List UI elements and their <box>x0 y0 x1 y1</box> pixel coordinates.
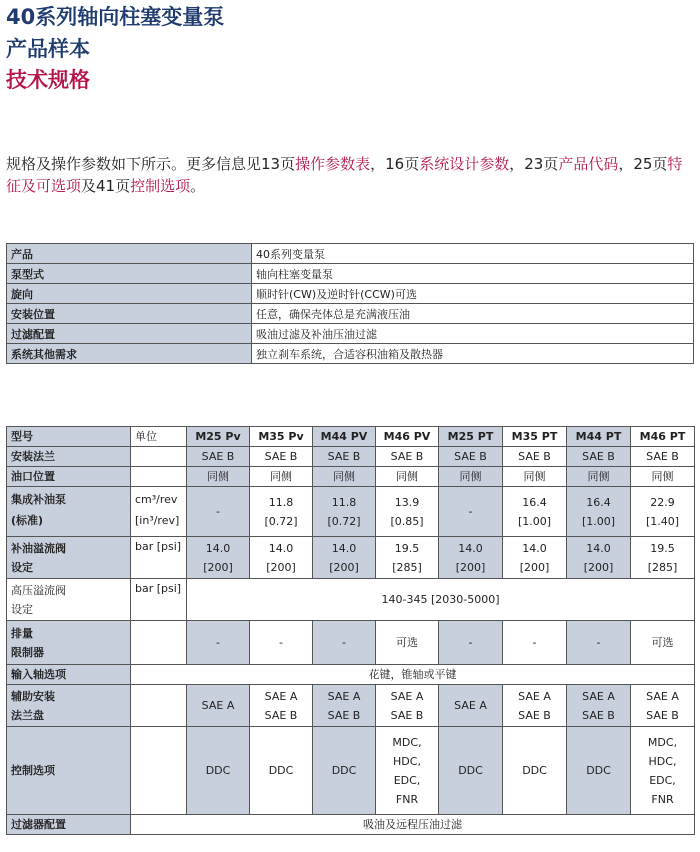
cell-text: 13.9 <box>394 495 420 509</box>
table-cell: 可选 <box>631 621 695 665</box>
table-cell: - <box>187 487 250 537</box>
cell-text: (标准) <box>11 514 44 527</box>
cell-text: ，16页 <box>370 155 420 173</box>
cell-text: [1.00] <box>581 514 616 528</box>
table-cell <box>567 537 631 579</box>
cell-text: 14.0 <box>522 541 547 555</box>
table-cell: 独立刹车系统，合适容积油箱及散热器 <box>252 344 694 364</box>
cell-text: 19.5 <box>650 541 675 555</box>
cell-text: SAE B <box>518 708 551 722</box>
table-cell <box>187 537 250 579</box>
table-cell <box>7 685 131 727</box>
table-cell <box>131 467 187 487</box>
table-cell: M46 PT <box>631 427 695 447</box>
table-cell: 可选 <box>376 621 439 665</box>
table-cell: 过滤配置 <box>7 324 252 344</box>
cell-text: [in³/rev] <box>135 514 180 527</box>
table-cell: SAE A <box>439 685 503 727</box>
table-cell <box>250 537 313 579</box>
table-cell: - <box>439 621 503 665</box>
table-cell: 泵型式 <box>7 264 252 284</box>
cell-text: [200] <box>583 560 614 574</box>
cell-text: SAE A <box>327 689 361 703</box>
row-port-position <box>7 467 695 487</box>
table-cell: 同侧 <box>376 467 439 487</box>
link-operating-params[interactable]: 操作参数表 <box>295 155 371 173</box>
cell-text: 设定 <box>11 560 33 574</box>
table-cell: DDC <box>187 727 250 815</box>
table-cell: SAE B <box>503 447 567 467</box>
cell-text: SAE A <box>390 689 424 703</box>
table-cell: 输入轴选项 <box>7 665 131 685</box>
table-cell <box>439 537 503 579</box>
doc-title: 40系列轴向柱塞变量泵 <box>6 5 225 29</box>
cell-text: [0.72] <box>327 514 361 528</box>
table-cell: 140-345 [2030-5000] <box>187 579 695 621</box>
table-cell: DDC <box>503 727 567 815</box>
table-cell: 顺时针(CW)及逆时针(CCW)可选 <box>252 284 694 304</box>
row-charge-pump <box>7 487 695 537</box>
table-cell: 产品 <box>7 244 252 264</box>
table-cell <box>131 727 187 815</box>
cell-text: 。 <box>190 177 206 195</box>
row-hp-relief <box>7 579 695 621</box>
table-cell: SAE B <box>376 447 439 467</box>
table-cell: - <box>503 621 567 665</box>
table-cell <box>631 537 695 579</box>
table-cell <box>631 487 695 537</box>
table-cell: SAE A <box>187 685 250 727</box>
cell-text: 14.0 <box>268 541 294 555</box>
table-cell: DDC <box>313 727 376 815</box>
cell-text: 14.0 <box>586 541 611 555</box>
table-cell: 同侧 <box>567 467 631 487</box>
cell-text: HDC, <box>648 754 677 768</box>
cell-text: EDC, <box>649 773 676 787</box>
table-cell: 同侧 <box>439 467 503 487</box>
cell-text: ，25页 <box>618 155 668 173</box>
cell-text: SAE A <box>646 689 679 703</box>
table-cell: bar [psi] <box>131 579 187 621</box>
cell-text: 限制器 <box>11 645 44 659</box>
table-cell <box>503 685 567 727</box>
cell-text: ，23页 <box>509 155 559 173</box>
table-cell <box>7 621 131 665</box>
cell-text: [200] <box>203 560 233 574</box>
cell-text: HDC, <box>393 754 421 768</box>
table-cell <box>313 537 376 579</box>
table-cell <box>376 685 439 727</box>
cell-text: 及41页 <box>81 177 131 195</box>
section-title: 技术规格 <box>6 68 90 92</box>
table-cell <box>131 685 187 727</box>
cell-text: 22.9 <box>650 495 675 509</box>
row-flange <box>7 447 695 467</box>
table-cell: - <box>567 621 631 665</box>
cell-text: 11.8 <box>268 495 294 509</box>
table-cell: 花键，锥轴或平键 <box>131 665 695 685</box>
cell-text: SAE A <box>264 689 298 703</box>
spec-row <box>7 284 694 304</box>
spec-row <box>7 264 694 284</box>
cell-text: [1.40] <box>645 514 680 528</box>
table-cell: 安装位置 <box>7 304 252 324</box>
spec-row <box>7 244 694 264</box>
cell-text: SAE B <box>390 708 424 722</box>
cell-text: 规格及操作参数如下所示。更多信息见13页 <box>6 155 296 173</box>
cell-text: MDC, <box>647 735 678 749</box>
row-aux-mount <box>7 685 695 727</box>
cell-text: 19.5 <box>394 541 420 555</box>
table-cell: 安装法兰 <box>7 447 131 467</box>
table-cell: SAE B <box>439 447 503 467</box>
row-filter-config <box>7 815 695 835</box>
table-cell: 单位 <box>131 427 187 447</box>
table-cell: 过滤器配置 <box>7 815 131 835</box>
table-cell <box>631 685 695 727</box>
table-cell: 同侧 <box>187 467 250 487</box>
cell-text: [0.85] <box>390 514 424 528</box>
table-cell: 吸油过滤及补油压油过滤 <box>252 324 694 344</box>
table-cell: SAE B <box>250 447 313 467</box>
row-charge-relief <box>7 537 695 579</box>
table-cell: 型号 <box>7 427 131 447</box>
table-cell: SAE B <box>567 447 631 467</box>
table-cell: 油口位置 <box>7 467 131 487</box>
cell-text: 法兰盘 <box>11 708 44 722</box>
table-cell: SAE B <box>631 447 695 467</box>
table-cell: DDC <box>439 727 503 815</box>
doc-subtitle: 产品样本 <box>6 37 90 61</box>
cell-text: EDC, <box>393 773 421 787</box>
table-cell: SAE B <box>313 447 376 467</box>
table-cell <box>503 487 567 537</box>
cell-text: 14.0 <box>205 541 231 555</box>
cell-text: cm³/rev <box>135 493 178 506</box>
table-cell: 同侧 <box>631 467 695 487</box>
cell-text: [200] <box>266 560 296 574</box>
cell-text: [200] <box>329 560 359 574</box>
table-cell <box>313 487 376 537</box>
table-cell <box>313 685 376 727</box>
link-features-options[interactable]: 特征及可选项 <box>6 155 683 195</box>
spec-row <box>7 324 694 344</box>
cell-text: [200] <box>455 560 486 574</box>
table-cell: M25 Pv <box>187 427 250 447</box>
table-cell: M44 PT <box>567 427 631 447</box>
table-cell: 同侧 <box>503 467 567 487</box>
table-cell <box>131 621 187 665</box>
table-cell <box>503 537 567 579</box>
cell-text: SAE A <box>582 689 615 703</box>
table-cell: M35 Pv <box>250 427 313 447</box>
table-cell <box>131 447 187 467</box>
table-cell <box>376 727 439 815</box>
cell-text: 16.4 <box>586 495 611 509</box>
table-cell: 轴向柱塞变量泵 <box>252 264 694 284</box>
table-cell: M35 PT <box>503 427 567 447</box>
table-cell <box>7 579 131 621</box>
model-header-row <box>7 427 695 447</box>
row-control-options <box>7 727 695 815</box>
cell-text: 16.4 <box>522 495 547 509</box>
table-cell <box>7 537 131 579</box>
table-cell: M46 PV <box>376 427 439 447</box>
table-cell: 同侧 <box>313 467 376 487</box>
table-cell: 40系列变量泵 <box>252 244 694 264</box>
cell-text: 集成补油泵 <box>11 493 66 506</box>
cell-text: 设定 <box>11 602 33 616</box>
cell-text: SAE B <box>327 708 361 722</box>
table-cell: M25 PT <box>439 427 503 447</box>
general-spec-table <box>6 243 694 364</box>
cell-text: 辅助安装 <box>11 689 55 703</box>
cell-text: [200] <box>519 560 550 574</box>
table-cell <box>567 487 631 537</box>
row-displacement-limiter <box>7 621 695 665</box>
table-cell: - <box>187 621 250 665</box>
table-cell: DDC <box>250 727 313 815</box>
cell-text: 14.0 <box>458 541 483 555</box>
table-cell <box>7 487 131 537</box>
spec-row <box>7 304 694 324</box>
cell-text: 高压溢流阀 <box>11 583 66 597</box>
cell-text: SAE B <box>582 708 615 722</box>
table-cell: M44 PV <box>313 427 376 447</box>
cell-text: SAE A <box>518 689 551 703</box>
table-cell: SAE B <box>187 447 250 467</box>
table-cell <box>376 487 439 537</box>
cell-text: [285] <box>392 560 422 574</box>
table-cell: 控制选项 <box>7 727 131 815</box>
table-cell <box>376 537 439 579</box>
link-system-design[interactable]: 系统设计参数 <box>419 155 510 173</box>
table-cell: 吸油及远程压油过滤 <box>131 815 695 835</box>
table-cell: DDC <box>567 727 631 815</box>
model-spec-table <box>6 426 695 835</box>
table-cell: - <box>250 621 313 665</box>
table-cell: 系统其他需求 <box>7 344 252 364</box>
spec-row <box>7 344 694 364</box>
link-product-code[interactable]: 产品代码 <box>558 155 619 173</box>
cell-text: 补油溢流阀 <box>11 541 66 555</box>
cell-text: SAE B <box>646 708 679 722</box>
table-cell <box>250 487 313 537</box>
cell-text: [285] <box>647 560 678 574</box>
cell-text: [1.00] <box>517 514 552 528</box>
cell-text: SAE B <box>264 708 298 722</box>
row-input-shaft <box>7 665 695 685</box>
table-cell <box>250 685 313 727</box>
table-cell <box>567 685 631 727</box>
intro-paragraph <box>6 153 696 197</box>
cell-text: 排量 <box>11 626 33 640</box>
cell-text: FNR <box>651 792 674 806</box>
cell-text: 14.0 <box>331 541 357 555</box>
table-cell: - <box>439 487 503 537</box>
table-cell: 旋向 <box>7 284 252 304</box>
cell-text: MDC, <box>392 735 422 749</box>
table-cell <box>131 487 187 537</box>
cell-text: FNR <box>395 792 419 806</box>
table-cell: bar [psi] <box>131 537 187 579</box>
cell-text: 11.8 <box>331 495 357 509</box>
cell-text: [0.72] <box>264 514 298 528</box>
table-cell: 同侧 <box>250 467 313 487</box>
table-cell: 任意，确保壳体总是充满液压油 <box>252 304 694 324</box>
table-cell: - <box>313 621 376 665</box>
link-control-options[interactable]: 控制选项 <box>130 177 191 195</box>
table-cell <box>631 727 695 815</box>
